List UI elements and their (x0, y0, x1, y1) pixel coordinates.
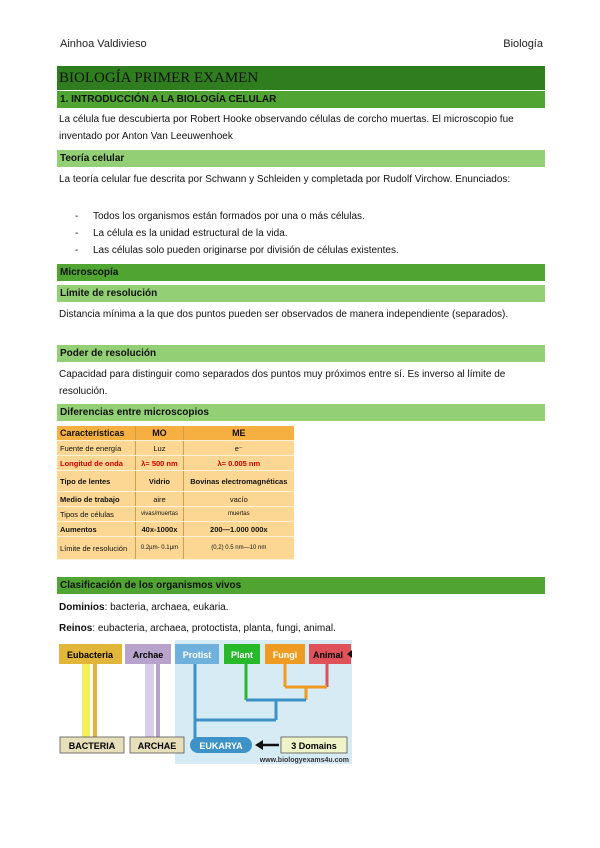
table-cell: Aumentos (57, 522, 136, 537)
table-cell: Vidrio (136, 471, 183, 492)
table-cell: Tipos de células (57, 507, 136, 522)
domain-label-bacteria: BACTERIA (68, 741, 116, 751)
table-row (57, 492, 294, 507)
table-cell: Límite de resolución (57, 537, 136, 560)
heading-poder-resolucion: Poder de resolución (57, 345, 545, 362)
table-cell: muertas (183, 507, 294, 522)
table-cell: Tipo de lentes (57, 471, 136, 492)
table-header-cell: Características (57, 426, 136, 441)
bullet-text: Todos los organismos están formados por una o más células. (93, 211, 365, 222)
table-cell: Luz (136, 441, 183, 456)
table-cell: 200—1.000 000x (183, 522, 294, 537)
header-author: Ainhoa Valdivieso (60, 38, 147, 50)
limite-paragraph: Distancia mínima a la que dos puntos pueden ser observados de manera independiente (separados). (59, 309, 509, 320)
table-cell: 40x-1000x (136, 522, 183, 537)
teoria-paragraph: La teoría celular fue descrita por Schwann y Schleiden y completada por Rudolf Virchow. Enunciados: (59, 174, 511, 185)
table-cell: λ= 0.005 nm (183, 456, 294, 471)
domains-count-label: 3 Domains (291, 741, 337, 751)
reinos-text: : eubacteria, archaea, protoctista, planta, fungi, animal. (92, 623, 336, 634)
table-cell: e⁻ (183, 441, 294, 456)
table-cell: vacío (183, 492, 294, 507)
list-item: - Las células solo pueden originarse por división de células existentes. (75, 245, 399, 256)
kingdom-label-fungi: Fungi (272, 650, 298, 660)
heading-diferencias: Diferencias entre microscopios (57, 404, 545, 421)
table-row (57, 507, 294, 522)
list-item: - La célula es la unidad estructural de la vida. (75, 228, 288, 239)
list-item: - Todos los organismos están formados por una o más células. (75, 211, 365, 222)
kingdom-label-protist: Protist (182, 650, 212, 660)
website-credit: www.biologyexams4u.com (259, 757, 349, 764)
dominios-text: : bacteria, archaea, eukaria. (104, 602, 229, 613)
teoria-bullet-list (75, 208, 399, 259)
table-cell: vivas/muertas (136, 507, 183, 522)
table-cell: Bovinas electromagnéticas (183, 471, 294, 492)
table-row (57, 441, 294, 456)
eubacteria-line-dark (93, 664, 97, 742)
kingdom-label-plant: Plant (230, 650, 254, 660)
heading-microscopia: Microscopía (57, 264, 545, 281)
table-header-cell: MO (136, 426, 183, 441)
table-cell: (0,2) 0.5 nm—10 nm (183, 537, 294, 560)
intro-paragraph: La célula fue descubierta por Robert Hooke observando células de corcho muertas. El microscopio fue inventado por Anton Van Leeuwenhoek (59, 114, 514, 142)
heading-clasificacion: Clasificación de los organismos vivos (57, 577, 545, 594)
table-row (57, 471, 294, 492)
bullet-text: Las células solo pueden originarse por división de células existentes. (93, 245, 399, 256)
domain-label-eukarya: EUKARYA (199, 741, 243, 751)
archae-line-dark (156, 664, 160, 742)
table-row (57, 522, 294, 537)
domain-label-archae: ARCHAE (137, 741, 177, 751)
table-cell: Fuente de energía (57, 441, 136, 456)
microscope-comparison-table (57, 426, 294, 560)
kingdom-label-animal: Animal (312, 650, 344, 660)
table-cell: aire (136, 492, 183, 507)
eubacteria-line (82, 664, 90, 742)
table-header-cell: ME (183, 426, 294, 441)
heading-limite-resolucion: Límite de resolución (57, 285, 545, 302)
reinos-label: Reinos (59, 623, 93, 634)
table-cell: Longitud de onda (57, 456, 136, 471)
reinos-line (59, 620, 549, 637)
table-row (57, 456, 294, 471)
table-cell: 0.2µm- 0.1µm (136, 537, 183, 560)
poder-paragraph: Capacidad para distinguir como separados dos puntos muy próximos entre sí. Es inverso al límite de resolución. (59, 369, 506, 397)
dominios-line (59, 599, 549, 616)
table-cell: λ= 500 nm (136, 456, 183, 471)
document-title: BIOLOGÍA PRIMER EXAMEN (57, 66, 545, 90)
archae-line (145, 664, 154, 742)
kingdom-label-archae: Archae (132, 650, 164, 660)
table-header-row (57, 426, 294, 441)
table-row (57, 537, 294, 560)
heading-teoria-celular: Teoría celular (57, 150, 545, 167)
table-cell: Medio de trabajo (57, 492, 136, 507)
section-heading-intro: 1. INTRODUCCIÓN A LA BIOLOGÍA CELULAR (57, 91, 545, 108)
header-subject: Biología (503, 38, 543, 50)
bullet-text: La célula es la unidad estructural de la vida. (93, 228, 288, 239)
kingdom-label-eubacteria: Eubacteria (66, 650, 114, 660)
classification-tree-diagram (57, 640, 352, 764)
dominios-label: Dominios (59, 602, 105, 613)
